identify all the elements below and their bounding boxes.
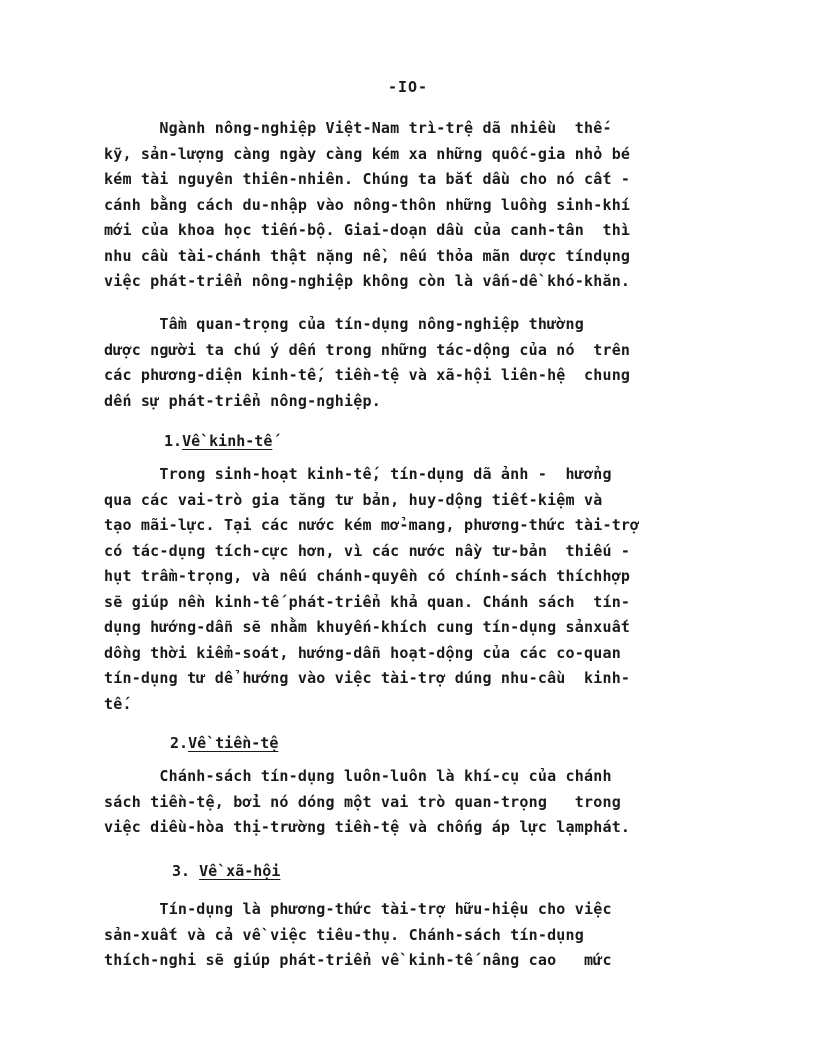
paragraph-line: kém tài nguyên thiên-nhiên. Chúng ta bắt dầu cho nó cất - [104, 170, 631, 188]
paragraph-society [104, 897, 714, 974]
paragraph-line: tạo mãi-lực. Tại các nước kém mở-mang, phương-thức tài-trợ [104, 516, 640, 534]
paragraph-line: thích-nghi sẽ giúp phát-triển về kinh-tế nâng cao mức [104, 951, 612, 969]
paragraph-line: sản-xuất và cả về việc tiêu-thụ. Chánh-sách tín-dụng [104, 925, 584, 944]
paragraph-line: kỹ, sản-lượng càng ngày càng kém xa những quốc-gia nhỏ bé [104, 144, 631, 163]
paragraph-line: mới của khoa học tiến-bộ. Giai-doạn dầu của canh-tân thì [104, 221, 631, 239]
paragraph-line: dến sự phát-triển nông-nghiệp. [104, 391, 381, 410]
paragraph-line: tín-dụng tư dể hướng vào việc tài-trợ dúng nhu-cầu kinh- [104, 669, 631, 687]
paragraph-line: việc diều-hòa thị-trường tiền-tệ và chống áp lực lạmphát. [104, 818, 631, 836]
section-heading-monetary [170, 734, 278, 752]
paragraph-line: việc phát-triển nông-nghiệp không còn là vấn-dề khó-khăn. [104, 272, 631, 290]
paragraph-line: qua các vai-trò gia tăng tư bản, huy-dộng tiết-kiệm và [104, 490, 603, 509]
paragraph-line: các phương-diện kinh-tế, tiền-tệ và xã-hội liên-hệ chung [104, 366, 631, 384]
paragraph-line: có tác-dụng tích-cực hơn, vì các nước nầy tư-bản thiếu - [104, 541, 631, 560]
section-heading-economy [164, 432, 272, 450]
page-number: -IO- [387, 78, 429, 96]
paragraph-line: sẽ giúp nền kinh-tế phát-triển khả quan. Chánh sách tín- [104, 592, 631, 611]
paragraph-line: Tín-dụng là phương-thức tài-trợ hữu-hiệu cho việc [104, 900, 612, 918]
paragraph-line: Chánh-sách tín-dụng luôn-luôn là khí-cụ của chánh [104, 767, 612, 785]
section-number: 1. [164, 432, 183, 450]
paragraph-line: nhu cầu tài-chánh thật nặng nề, nếu thỏa mãn dược tíndụng [104, 246, 631, 265]
paragraph-importance [104, 312, 714, 414]
paragraph-line: Ngành nông-nghiệp Việt-Nam trì-trệ dã nhiều thế- [104, 119, 612, 137]
paragraph-line: tế. [104, 694, 132, 713]
paragraph-intro [104, 116, 714, 295]
paragraph-line: dụng hướng-dẫn sẽ nhằm khuyến-khích cung tín-dụng sảnxuất [104, 618, 631, 636]
paragraph-economy [104, 462, 714, 717]
section-number: 3. [172, 862, 200, 880]
paragraph-line: dồng thời kiểm-soát, hướng-dẫn hoạt-dộng của các co-quan [104, 643, 621, 662]
paragraph-monetary [104, 764, 714, 841]
section-title: Về xã-hội [199, 862, 281, 880]
paragraph-line: hụt trầm-trọng, và nếu chánh-quyền có chính-sách thíchhợp [104, 567, 631, 585]
section-title: Về kinh-tế [182, 432, 273, 450]
paragraph-line: Tầm quan-trọng của tín-dụng nông-nghiệp thường [104, 315, 584, 333]
paragraph-line: cánh bằng cách du-nhập vào nông-thôn những luồng sinh-khí [104, 195, 631, 214]
section-heading-society [172, 862, 280, 880]
section-title: Về tiền-tệ [188, 734, 279, 752]
paragraph-line: sách tiền-tệ, bởi nó dóng một vai trò quan-trọng trong [104, 792, 621, 811]
paragraph-line: Trong sinh-hoạt kinh-tế, tín-dụng dã ảnh - hưởng [104, 465, 612, 483]
section-number: 2. [170, 734, 189, 752]
paragraph-line: dược người ta chú ý dến trong những tác-dộng của nó trên [104, 340, 631, 359]
